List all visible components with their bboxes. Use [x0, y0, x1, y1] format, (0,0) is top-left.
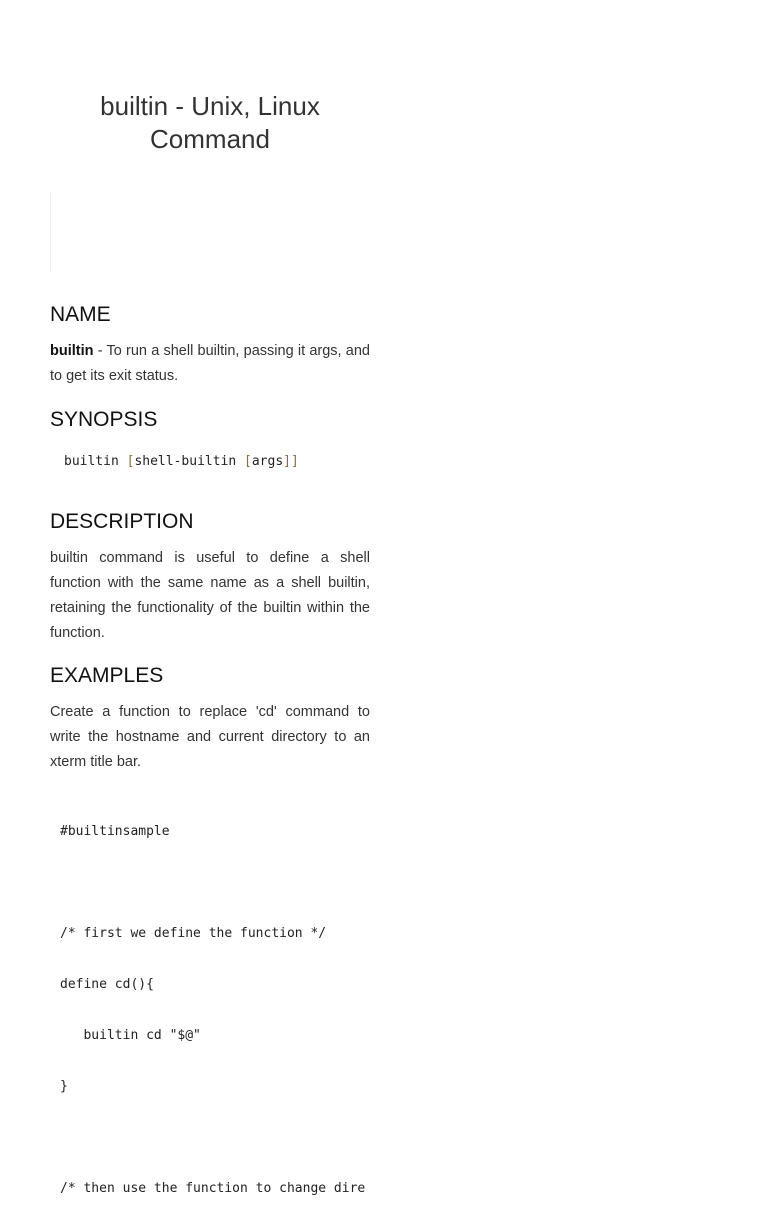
synopsis-arg-shell-builtin: shell-builtin [134, 454, 245, 469]
ad-placeholder [50, 192, 51, 272]
code-line: /* first we define the function */ [60, 926, 327, 941]
code-line: define cd(){ [60, 977, 154, 992]
code-line: #builtinsample [60, 824, 170, 839]
synopsis-bracket-close: ]] [283, 454, 299, 469]
description-text: builtin command is useful to define a shell function with the same name as a shell builtin, retaining the functionality of the builtin within the function. [50, 550, 370, 641]
code-line: } [60, 1079, 68, 1094]
examples-intro: Create a function to replace 'cd' command to write the hostname and current directory to an xterm title bar. [50, 704, 370, 770]
section-heading-description: DESCRIPTION [50, 510, 194, 533]
code-line [60, 1127, 370, 1148]
section-heading-name: NAME [50, 303, 111, 326]
name-description [50, 339, 370, 389]
synopsis-bracket-open-1: [ [126, 454, 135, 469]
synopsis-code [64, 454, 374, 469]
code-line: /* then use the function to change dire [60, 1181, 366, 1196]
section-heading-synopsis: SYNOPSIS [50, 408, 158, 431]
command-name: builtin [50, 343, 94, 359]
synopsis-arg-args: args [251, 454, 284, 469]
section-heading-examples: EXAMPLES [50, 664, 164, 687]
code-line: builtin cd "$@" [60, 1028, 201, 1043]
synopsis-cmd: builtin [64, 454, 127, 469]
code-line [60, 872, 370, 893]
example-code-block [60, 791, 370, 1229]
command-summary: - To run a shell builtin, passing it args, and to get its exit status. [50, 343, 370, 384]
synopsis-bracket-open-2: [ [244, 454, 252, 469]
page-title: builtin - Unix, Linux Command [100, 91, 320, 154]
